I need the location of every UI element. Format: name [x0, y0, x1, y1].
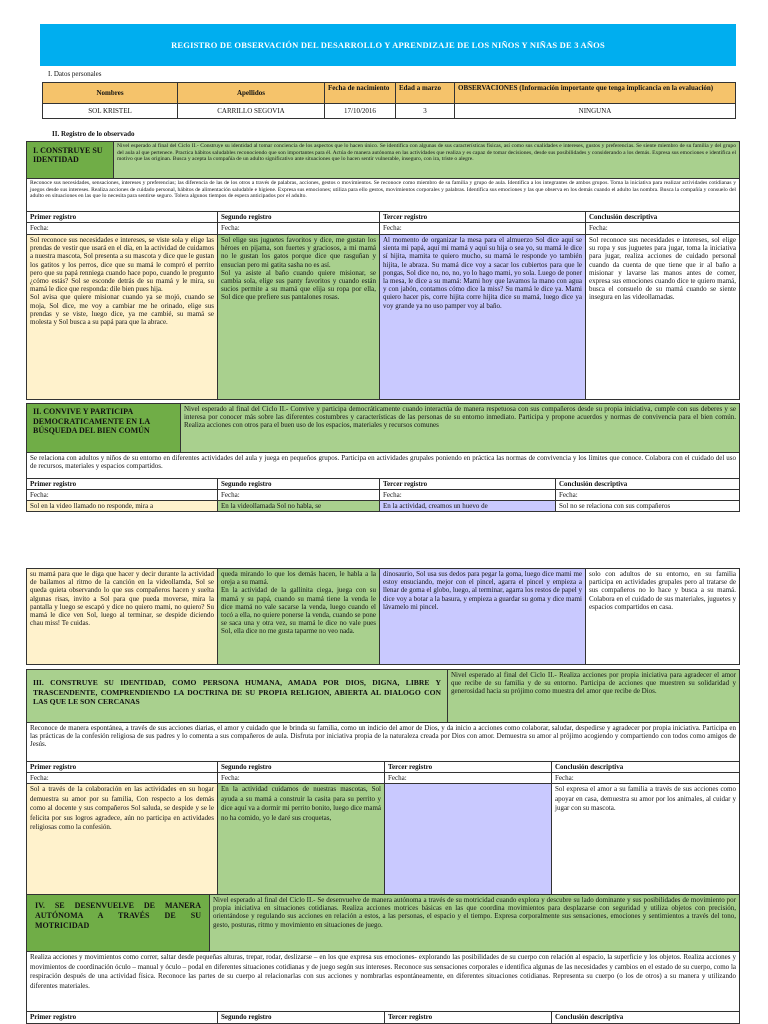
fecha-3-3: Fecha: [384, 772, 552, 784]
col-primer-registro-1: Primer registro [26, 211, 218, 223]
record-1-1: Sol reconoce sus necesidades e intereses, se viste sola y elige las prendas de vestir que usará en el día, en la actividad de cuidamos a nuestra mascota, Sol presenta a su mascota y dice que le gustan los gatitos y los perros, dice que su mamá le compró el perrito pero que su papá renniega cuando hace popo, cuando le pregunto ¿cómo estás? Sol se esconde detrás de su mamá y le mira, su mamá le dice que responda: dile bien pues hija. Sol avisa que quiere misionar cuando ya se mojó, cuando se moja, Sol dice, me voy a cambiar me he orinado, elige sus prendas y se viste, luego dice, ya me cambié, su mamá se molesta y Sol busca a su papá para que la abrace. [26, 234, 218, 400]
fecha-2-4: Fecha: [555, 489, 740, 501]
value-apellidos: CARRILLO SEGOVIA [177, 103, 325, 119]
col-segundo-registro-4: Segundo registro [217, 1011, 385, 1024]
col-primer-registro-4: Primer registro [26, 1011, 218, 1024]
value-fecha-nacimiento: 17/10/2016 [324, 103, 396, 119]
record-3-1: Sol a través de la colaboración en las actividades en su hogar demuestra su amor por su familia, Con respecto a los demás como al docente y sus compañeros Sol saluda, se despide y se le felicita por sus logros agradece, aún no participa en actividades religiosas como la confesión. [26, 783, 218, 895]
record-2-4b: solo con adultos de su entorno, en su familia participa en actividades grupales pero al tratarse de sus compañeros no lo hace y busca a su mamá. Colabora en el cuidado de sus materiales, juguetes y espacios compartidos en casa. [585, 568, 740, 665]
expected-level-2: Nivel esperado al final del Ciclo II.- Convive y participa democráticamente cuando interactúa de manera respetuosa con sus compañeros desde su propia iniciativa, cumple con sus deberes y se interesa por conocer más sobre las diferentes costumbres y características de las personas de su entorno inmediato. Participa y propone acuerdos y normas de convivencia para el bien común. Realiza acciones con otros para el buen uso de los espacios, materiales y recursos comunes [180, 403, 740, 453]
fecha-1-1: Fecha: [26, 222, 218, 235]
competency-desc-2: Se relaciona con adultos y niños de su entorno en diferentes actividades del aula y juega en pequeños grupos. Participa en actividades grupales poniendo en práctica las normas de convivencia y los límites que conoce. Colabora con el cuidado del uso de recursos, materiales y espacios compartidos. [26, 452, 740, 479]
col-conclusion-2: Conclusión descriptiva [555, 478, 740, 490]
fecha-3-1: Fecha: [26, 772, 218, 784]
competency-title-2: II. CONVIVE Y PARTICIPA DEMOCRATICAMENTE EN LA BÚSQUEDA DEL BIEN COMÚN [26, 403, 181, 453]
expected-level-3: Nivel esperado al final del Ciclo II.- Realiza acciones por propia iniciativa para agradecer el amor que recibe de su familia y de su entorno. Participa de acciones que muestren su solidaridad y generosidad hacia su prójimo como muestra del amor que recibe de Dios. [447, 669, 740, 723]
record-3-2: En la actividad cuidamos de nuestras mascotas, Sol ayuda a su mamá a construir la casita para su perrito y dice aquí va a dormir mi perrito bonito, luego dice mamá no ha comido, yo le daré sus croquetas, [217, 783, 385, 895]
header-edad: Edad a marzo [395, 82, 455, 104]
expected-level-1: Nivel esperado al final del Ciclo II.- Construye su identidad al tomar conciencia de los aspectos que lo hacen único. Se identifica con algunas de sus características físicas, así como sus cualidades e intereses, gustos y preferencias. Se siente miembro de su familia y del grupo del aula al que pertenece. Practica hábitos saludables reconociendo que son importantes para él. Actúa de manera autónoma en las actividades que realiza y es capaz de tomar decisiones, desde sus posibilidades y considerando a los demás. Expresa sus emociones e identifica el motivo que las originan. Busca y acepta la compañía de un adulto significativo ante situaciones que lo hacen sentir vulnerable, inseguro, con ira, triste o alegre. [113, 141, 740, 179]
record-2-3b: dinosaurio, Sol usa sus dedos para pegar la goma, luego dice mami me estoy ensuciando, mejor con el pincel, agarra el pincel y empieza a llenar de goma el globo, luego, al terminar, agarra los restos de papel y dice voy a botar a la basura, y empieza a guardar su goma y dice mami lávamelo mi pincel. [379, 568, 586, 665]
col-tercer-registro-3: Tercer registro [384, 761, 552, 773]
fecha-3-4: Fecha: [551, 772, 740, 784]
record-3-4: Sol expresa el amor a su familia a través de sus acciones como apoyar en casa, demuestra su amor por los animales, al cuidar y jugar con su mascota. [551, 783, 740, 895]
col-tercer-registro-2: Tercer registro [379, 478, 556, 490]
record-3-3 [384, 783, 552, 895]
fecha-1-2: Fecha: [217, 222, 380, 235]
header-apellidos: Apellidos [177, 82, 325, 104]
value-edad: 3 [395, 103, 455, 119]
section-personal-label: I. Datos personales [48, 70, 102, 78]
fecha-2-2: Fecha: [217, 489, 380, 501]
record-2-2b: queda mirando lo que los demás hacen, le habla a la oreja a su mamá. En la actividad de la gallinita ciega, juega con su mamá y su papá, cuando su mamá tiene la venda le dice mamá no vale sacarse la venda, luego cuando el tocó a ella, no quiere ponerse la venda, cuando se pone se saca una y otra vez, su mamá le dice no vale pues Sol, ella dice no me gusta taparme no veo nada. [217, 568, 380, 665]
competency-title-3: III. CONSTRUYE SU IDENTIDAD, COMO PERSONA HUMANA, AMADA POR DIOS, DIGNA, LIBRE Y TRASCENDENTE, COMPRENDIENDO LA DOCTRINA DE SU PROPIA RELIGION, ABIERTA AL DIALOGO CON LAS QUE LE SON CERCANAS [26, 669, 448, 723]
record-1-4: Sol reconoce sus necesidades e intereses, sol elige su ropa y sus juguetes para jugar, toma la iniciativa para jugar, realiza acciones de cuidado personal cuando da cuenta de que tiene que ir al baño a misionar y lavarse las manos antes de comer, expresa sus emociones cuando dice te quiero mamá, busca el consuelo de su mamá cuando se siente insegura en las videollamadas. [585, 234, 740, 400]
record-2-2a: En la videollamada Sol no habla, se [217, 500, 380, 512]
fecha-1-4: Fecha: [585, 222, 740, 235]
competency-title-4: IV. SE DESENVUELVE DE MANERA AUTÓNOMA A TRAVÉS DE SU MOTRICIDAD [26, 894, 210, 952]
col-primer-registro-3: Primer registro [26, 761, 218, 773]
header-observaciones: OBSERVACIONES (Información importante que tenga implicancia en la evaluación) [454, 82, 736, 104]
record-1-3: Al momento de organizar la mesa para el almuerzo Sol dice aquí se sienta mi papá, aquí mi mamá y aquí su hija o sea yo, su mamá le dice sí hijita, mamita te quiero mucho, su mamá le responde yo también hijita, le abraza. Su mamá dice voy a sacar los cubiertos para que le pongas, Sol dice no, no, no, yo lo hago mami, yo sola. Luego de poner la mesa, le dice a su mamá: Mami hoy que lavamos la mano con agua y con jabón, contamos cómo dice la miss? Su mamá le dice ya. Mami quiero hacer pis, corre hijita corre hijita dice su mamá, luego dice ya voy grande ya no uso pamper voy al baño. [379, 234, 586, 400]
record-2-3a: En la actividad, creamos un huevo de [379, 500, 556, 512]
competency-desc-3: Reconoce de manera espontánea, a través de sus acciones diarias, el amor y cuidado que le brinda su familia, como un indicio del amor de Dios, y da inicio a acciones como colaborar, saludar, despedirse y agradecer por propia iniciativa. Participa en las prácticas de la confesión religiosa de sus padres y lo comenta a sus compañeros de aula. Disfruta por iniciativa propia de la naturaleza creada por Dios con amor. Demuestra su amor al prójimo acogiendo y compartiendo con todos como amigos de Jesús. [26, 722, 740, 762]
record-2-1b: su mamá para que le diga que hacer y decir durante la actividad de bailamos al ritmo de la canción en la videollamda, Sol se queda quieta observando lo que sus compañeros hacen y suelta algunas risas, invito a Sol para que pueda moverse, mira la pantalla y luego se escapó y dice no quiero mami, no quiero? Su mamá le dice ven Sol, luego al terminar, se despide diciendo chau miss! Te cuidas. [26, 568, 218, 665]
record-2-4a: Sol no se relaciona con sus compañeros [555, 500, 740, 512]
record-1-2: Sol elige sus juguetes favoritos y dice, me gustan los héroes en pijama, son fuertes y graciosos, a mi mamá no le gustan los gatos porque dice que rasguñan y ensucian pero mi gatita sasha no es así. Sol ya asiste al baño cuando quiere misionar, se cambia sola, elige sus panty favoritos y cuando están sucios permite a su mamá que elija su ropa por ella, Sol dice que prefiere sus pantalones rosas. [217, 234, 380, 400]
fecha-2-3: Fecha: [379, 489, 556, 501]
expected-level-4: Nivel esperado al final del Ciclo II.- Se desenvuelve de manera autónoma a través de su motricidad cuando explora y descubre su lado dominante y sus posibilidades de movimiento por propia iniciativa en situaciones cotidianas. Realiza acciones motrices básicas en las que coordina movimientos para desplazarse con seguridad y utiliza objetos con precisión, orientándose y regulando sus acciones en relación a estos, a las personas, el espacio y el tiempo. Expresa corporalmente sus sensaciones, emociones y sentimientos a través del tono, gesto, posturas, ritmo y movimiento en situaciones de juego. [209, 894, 740, 952]
competency-desc-4: Realiza acciones y movimientos como correr, saltar desde pequeñas alturas, trepar, rodar, deslizarse – en los que expresa sus emociones- explorando las posibilidades de su cuerpo con relación al espacio, la superficie y los objetos. Realiza acciones y movimientos de coordinación óculo – manual y óculo – podal en diferentes situaciones cotidianas y de juego según sus intereses. Reconoce sus sensaciones corporales e identifica algunas de las necesidades y cambios en el estado de su cuerpo, como la respiración después de una actividad física. Reconoce las partes de su cuerpo al relacionarlas con sus acciones y nombrarlas espontáneamente, en diferentes situaciones cotidianas. Representa su cuerpo (o los de otros) a su manera y utilizando diferentes materiales. [26, 951, 740, 1012]
value-observaciones: NINGUNA [454, 103, 736, 119]
col-tercer-registro-1: Tercer registro [379, 211, 586, 223]
col-segundo-registro-1: Segundo registro [217, 211, 380, 223]
header-fecha-nacimiento: Fecha de nacimiento [324, 82, 396, 104]
col-segundo-registro-3: Segundo registro [217, 761, 385, 773]
competency-title-1: I. CONSTRUYE SU IDENTIDAD [26, 141, 114, 179]
col-conclusion-3: Conclusión descriptiva [551, 761, 740, 773]
col-conclusion-1: Conclusión descriptiva [585, 211, 740, 223]
document-title: REGISTRO DE OBSERVACIÓN DEL DESARROLLO Y APRENDIZAJE DE LOS NIÑOS Y NIÑAS DE 3 AÑOS [40, 24, 736, 66]
competency-desc-1: Reconoce sus necesidades, sensaciones, intereses y preferencias; las diferencia de las de los otros a través de palabras, acciones, gestos o movimientos. Se reconoce como miembro de su familia y grupo de aula. Identifica a los integrantes de ambos grupos. Toma la iniciativa para realizar actividades cotidianas y juegos desde sus intereses. Realiza acciones de cuidado personal, hábitos de alimentación saludable e higiene. Expresa sus emociones; utiliza para ello gestos, movimientos corporales y palabras. Identifica sus emociones y las que observa en los demás cuando el adulto las nombra. Busca la compañía y consuelo del adulto en situaciones en las que lo necesita para sentirse seguro. Tolera algunos tiempos de espera anticipados por el adulto. [26, 178, 740, 212]
fecha-1-3: Fecha: [379, 222, 586, 235]
col-segundo-registro-2: Segundo registro [217, 478, 380, 490]
header-nombres: Nombres [42, 82, 178, 104]
value-nombres: SOL KRISTEL [42, 103, 178, 119]
fecha-3-2: Fecha: [217, 772, 385, 784]
section-registro-label: II. Registro de lo observado [52, 130, 135, 138]
fecha-2-1: Fecha: [26, 489, 218, 501]
col-primer-registro-2: Primer registro [26, 478, 218, 490]
record-2-1a: Sol en la video llamado no responde, mira a [26, 500, 218, 512]
col-conclusion-4: Conclusión descriptiva [551, 1011, 740, 1024]
col-tercer-registro-4: Tercer registro [384, 1011, 552, 1024]
